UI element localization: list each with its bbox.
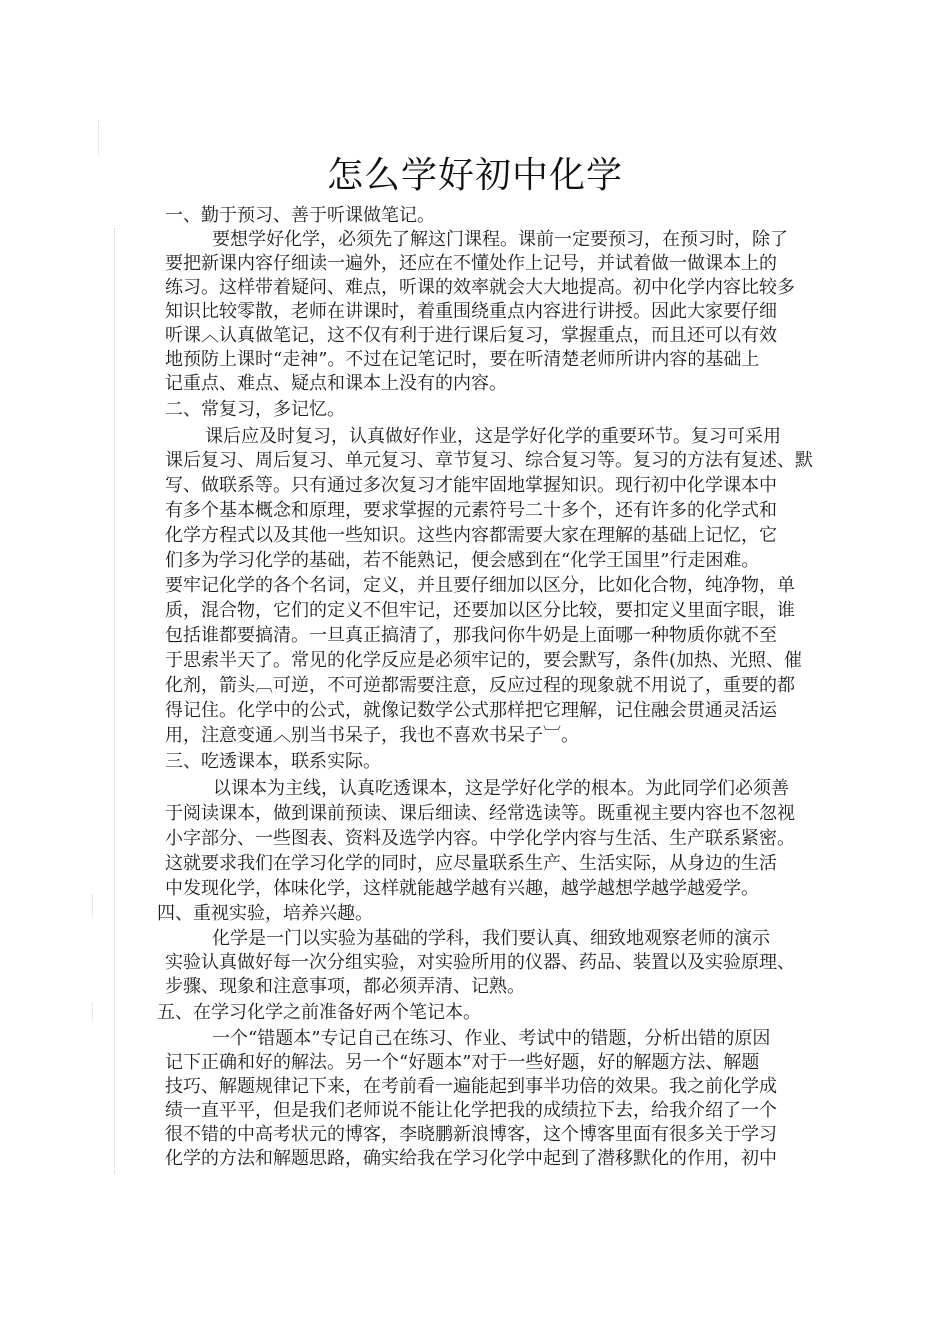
- paragraph-line: 包括谁都要搞清。一旦真正搞清了，那我问你牛奶是上面哪一种物质你就不至: [165, 625, 777, 646]
- paragraph-line: 步骤、现象和注意事项，都必须弄清、记熟。: [165, 976, 525, 997]
- margin-mark: [92, 895, 94, 917]
- paragraph-line: 听课︿认真做笔记，这不仅有利于进行课后复习，掌握重点，而且还可以有效: [165, 325, 777, 346]
- paragraph-line: 知识比较零散，老师在讲课时，着重围绕重点内容进行讲授。因此大家要仔细: [165, 301, 777, 322]
- section-heading: 二、常复习，多记忆。: [165, 399, 345, 420]
- paragraph-line: 质，混合物，它们的定义不但牢记，还要加以区分比较，要扣定义里面字眼，谁: [165, 600, 795, 621]
- paragraph-line: 很不错的中高考状元的博客，李晓鹏新浪博客，这个博客里面有很多关于学习: [165, 1124, 777, 1145]
- paragraph-line: 一个“错题本”专记自己在练习、作业、考试中的错题，分析出错的原因: [212, 1028, 771, 1049]
- paragraph-line: 于思索半天了。常见的化学反应是必须牢记的，要会默写，条件(加热、光照、催: [165, 650, 803, 671]
- paragraph-line: 有多个基本概念和原理，要求掌握的元素符号二十多个，还有许多的化学式和: [165, 500, 777, 521]
- paragraph-line: 们多为学习化学的基础，若不能熟记，便会感到在“化学王国里”行走困难。: [165, 550, 760, 571]
- paragraph-line: 要想学好化学，必须先了解这门课程。课前一定要预习，在预习时，除了: [212, 229, 788, 250]
- paragraph-line: 这就要求我们在学习化学的同时，应尽量联系生产、生活实际，从身边的生活: [165, 853, 777, 874]
- section-heading: 五、在学习化学之前准备好两个笔记本。: [157, 1002, 481, 1023]
- margin-mark: [114, 228, 116, 1174]
- paragraph-line: 绩一直平平，但是我们老师说不能让化学把我的成绩拉下去，给我介绍了一个: [165, 1100, 777, 1121]
- paragraph-line: 实验认真做好每一次分组实验，对实验所用的仪器、药品、装置以及实验原理、: [165, 952, 795, 973]
- paragraph-line: 记重点、难点、疑点和课本上没有的内容。: [165, 373, 507, 394]
- paragraph-line: 用，注意变通︿别当书呆子，我也不喜欢书呆子︺。: [165, 725, 579, 746]
- paragraph-line: 要牢记化学的各个名词，定义，并且要仔细加以区分，比如化合物，纯净物，单: [165, 575, 795, 596]
- margin-mark: [92, 1003, 94, 1021]
- paragraph-line: 地预防上课时“走神”。不过在记笔记时，要在听清楚老师所讲内容的基础上: [165, 349, 760, 370]
- paragraph-line: 于阅读课本，做到课前预读、课后细读、经常选读等。既重视主要内容也不忽视: [165, 803, 795, 824]
- section-heading: 四、重视实验，培养兴趣。: [157, 903, 373, 924]
- paragraph-line: 写、做联系等。只有通过多次复习才能牢固地掌握知识。现行初中化学课本中: [165, 475, 777, 496]
- paragraph-line: 化学的方法和解题思路，确实给我在学习化学中起到了潜移默化的作用，初中: [165, 1148, 777, 1169]
- page-title: 怎么学好初中化学: [326, 155, 623, 196]
- paragraph-line: 小字部分、一些图表、资料及选学内容。中学化学内容与生活、生产联系紧密。: [165, 828, 795, 849]
- paragraph-line: 中发现化学，体味化学，这样就能越学越有兴趣，越学越想学越学越爱学。: [165, 878, 759, 899]
- paragraph-line: 化学是一门以实验为基础的学科，我们要认真、细致地观察老师的演示: [212, 928, 770, 949]
- paragraph-line: 化学方程式以及其他一些知识。这些内容都需要大家在理解的基础上记忆，它: [165, 525, 777, 546]
- paragraph-line: 以课本为主线，认真吃透课本，这是学好化学的根本。为此同学们必须善: [213, 778, 789, 799]
- paragraph-line: 练习。这样带着疑问、难点，听课的效率就会大大地提高。初中化学内容比较多: [165, 277, 795, 298]
- paragraph-line: 课后复习、周后复习、单元复习、章节复习、综合复习等。复习的方法有复述、默: [165, 450, 813, 471]
- paragraph-line: 化剂，箭头︹可逆，不可逆都需要注意，反应过程的现象就不用说了，重要的都: [165, 675, 795, 696]
- paragraph-line: 得记住。化学中的公式，就像记数学公式那样把它理解，记住融会贯通灵活运: [165, 700, 777, 721]
- paragraph-line: 要把新课内容仔细读一遍外，还应在不懂处作上记号，并试着做一做课本上的: [165, 253, 777, 274]
- paragraph-line: 记下正确和好的解法。另一个“好题本”对于一些好题，好的解题方法、解题: [165, 1052, 760, 1073]
- section-heading: 三、吃透课本，联系实际。: [165, 751, 381, 772]
- paragraph-line: 技巧、解题规律记下来，在考前看一遍能起到事半功倍的效果。我之前化学成: [165, 1076, 777, 1097]
- section-heading: 一、勤于预习、善于听课做笔记。: [165, 205, 435, 226]
- paragraph-line: 课后应及时复习，认真做好作业，这是学好化学的重要环节。复习可采用: [205, 426, 781, 447]
- margin-mark: [98, 120, 100, 156]
